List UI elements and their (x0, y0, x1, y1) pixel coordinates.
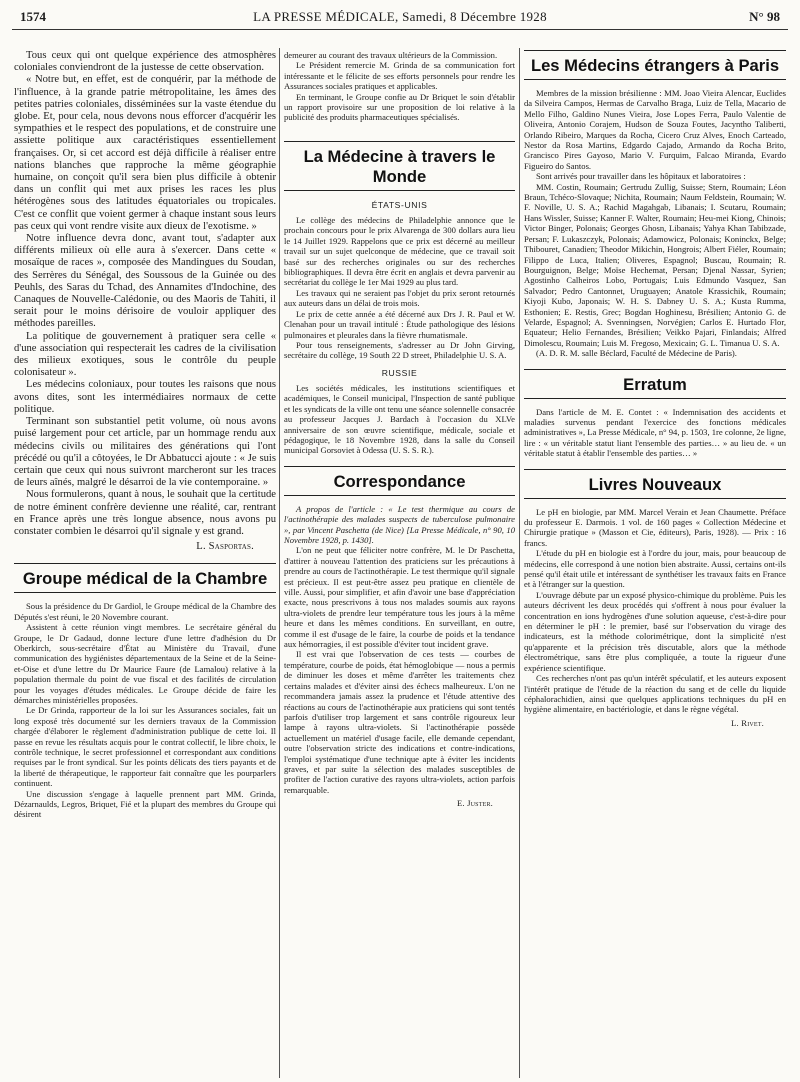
article-paragraph: Les sociétés médicales, les institutions scientifiques et académiques, le Conseil municipal, l'Inspection de santé publique et les syndicats de la ville ont tenu une séance solennelle consacrée au professeur Jacques J. Bardach à l'occasion du XLVe anniversaire de son œuvre scientifique, médicale, sociale et pédagogique, le 18 Novembre 1928, dans la salle du Conseil municipal Gorsoviet à Odessa (U. S. S. R.). (284, 382, 515, 456)
article-paragraph: Membres de la mission brésilienne : MM. Joao Vieira Alencar, Euclides da Silveira Campos, Hermas de Carvalho Braga, Luiz de Tella, Macario de Mello Filho, Galdino Nunes Vieira, Jose Lopes Ferra, Paulo Valentie de Oliveira, Antonio Corajem, Hudson de Souza Foutes, Jacyntho Taliberti, Orlando Ribeiro, Marques da Rocha, Cicero Cruz Alves, Enoch Carteado, Nestor da Rosa Martins, Edgardo Cajado, Armando da Rocha Brito, Grancisco Pires Gayoso, Mario V. Furquim, Falcao Miranda, Evardo Figueiro do Santos. (524, 88, 786, 171)
section-title-livres-nouveaux: Livres Nouveaux (524, 469, 786, 499)
article-paragraph: Sont arrivés pour travailler dans les hôpitaux et laboratoires : (536, 171, 746, 182)
author-signature: E. Juster. (456, 798, 493, 809)
subsection-title-etats-unis: ÉTATS-UNIS (371, 199, 428, 210)
column-middle (284, 50, 515, 815)
article-paragraph: Notre influence devra donc, avant tout, s'adapter aux différents milieux où elle aura à s'exercer. Dans cette « mosaïque de races », composée des Mandingues du Soudan, des Serrères du Sénégal, des Soussous de la Guinée ou des Peuhls, des Saras du Tchad, des Annamites d'Indochine, des Canaques de Nouvelle-Calédonie, ou des Maoris de Tahiti, il serait pour le moins dérisoire de vouloir appliquer des méthodes pareilles. (14, 233, 276, 330)
article-paragraph: Il est vrai que l'observation de ces tests — courbes de température, courbe de poids, état hémoglobique — nous a permis de diminuer les doses et même d'arrêter les traitements chez certains malades et d'éviter ainsi des échecs malheureux. L'on ne recommandera jamais assez la prudence et l'étude attentive des réactions au cours de l'actinothérapie aux praticiens qui sont tentés parfois d'utiliser trop largement et sans contrôle rigoureux leur lampe à rayons ultra-violets. Si l'actinothérapie possède actuellement un matériel d'usage facile, elle demande cependant, outre l'observation stricte des indications et contre-indications, l'emploi systématique d'une technique apte à éviter les incidents graves, et par suite la sélection des malades susceptibles de profiter de l'action curative des rayons ultra-violets, action parfois remarquable. (284, 649, 515, 795)
column-left (14, 50, 276, 820)
article-paragraph: Sous la présidence du Dr Gardiol, le Groupe médical de la Chambre des Députés s'est réuni, le 20 Novembre courant. (14, 601, 276, 622)
article-paragraph: Le collège des médecins de Philadelphie annonce que le prochain concours pour le prix Alvarenga de 300 dollars aura lieu le 14 Juillet 1929. Rappelons que ce prix est décerné au meilleur travail sur un sujet quelconque de médecine, que ce travail soit basé sur des recherches originales ou sur des recherches bibliographiques. Il devra être écrit en anglais et devra parvenir au secrétariat du collège le 1er Mai 1929 au plus tard. (284, 215, 515, 288)
article-paragraph: demeurer au courant des travaux ultérieurs de la Commission. (284, 50, 498, 60)
article-paragraph: Le Président remercie M. Grinda de sa communication fort intéressante et le félicite de ses efforts personnels pour rendre les Assurances sociales pratiques et applicables. (284, 60, 515, 92)
section-title-correspondance: Correspondance (284, 466, 515, 496)
section-title-erratum: Erratum (524, 369, 786, 399)
section-title-groupe-medical: Groupe médical de la Chambre (14, 563, 276, 593)
article-paragraph: « Notre but, en effet, est de conquérir, par la méthode de l'influence, à la grande patrie métropolitaine, les âmes des petites patries coloniales, disséminées sur la vaste étendue du globe. Et, pour cela, nous devons nous efforcer d'acquérir les sympathies et le respect des populations, et de construire une assiette politique aux caractéristiques essentiellement françaises. Or, si cet accord est déjà difficile à réaliser entre nations blanches que rapproche la même géographie humaine, on conçoit qu'il sera bien plus difficile à obtenir dans un conflit qui met aux prises les races les plus hétérogènes sous des latitudes équatoriales ou tropicales. C'est ce conflit que voient germer à chaque instant sous leurs pas ceux qui vont rendre visite aux dieux de l'exotisme. » (14, 74, 276, 232)
author-signature: L. Rivet. (731, 717, 764, 728)
article-paragraph: En terminant, le Groupe confie au Dr Briquet le soin d'établir un rapport provisoire sur une proposition de loi relative à la publicité des produits pharmaceutiques spécialisés. (284, 91, 515, 123)
article-paragraph: (A. D. R. M. salle Béclard, Faculté de Médecine de Paris). (536, 348, 737, 359)
article-paragraph: Le Dr Grinda, rapporteur de la loi sur les Assurances sociales, fait un long exposé très documenté sur les derniers travaux de la Commission chargée d'élaborer le règlement d'administration publique de cette loi. Il passe en revue les résultats acquis pour le contrat collectif, le libre choix, le contrôle technique, le secret professionnel et correspondant aux conditions requises par le front syndical. Sur les points délicats des tiers payants et de la liberté de thérapeutique, le rapporteur fait connaître que les pourparlers continuent. (14, 705, 276, 789)
article-paragraph: L'ouvrage débute par un exposé physico-chimique du problème. Puis les auteurs décrivent les deux procédés qui s'offrent à nous pour évaluer la concentration en ions hydrogènes d'une solution aqueuse, c'est-à-dire pour en déterminer le pH : le premier, basé sur l'observation du virage des indicateurs, est la méthode colorimétrique, dont la simplicité n'est qu'apparente et la précision très discutable, alors que la méthode électrométrique, sans être plus compliquée, a toute la rigueur d'une expérience scientifique. (524, 589, 786, 673)
article-paragraph: Nous formulerons, quant à nous, le souhait que la certitude de notre éminent confrère devienne une réalité, car, rentrant en France après une très longue absence, nous avons pu constater combien le désarroi qu'il signale y est grand. (14, 489, 276, 537)
journal-title-line: LA PRESSE MÉDICALE, Samedi, 8 Décembre 1928 (253, 9, 547, 24)
article-paragraph: Le pH en biologie, par MM. Marcel Verain et Jean Chaumette. Préface du professeur E. Darmois. 1 vol. de 160 pages « Collection Médecine et Chirurgie pratique » (Masson et Cie, éditeurs), Paris, 1928). — Prix : 16 francs. (524, 506, 786, 548)
article-paragraph: MM. Costin, Roumain; Gertrudu Zullig, Suisse; Stern, Roumain; Léon Braun, Tchéco-Slovaque; Nichita, Roumain; Naum Feldstein, Roumain; W. F. Noville, U. S. A.; Rachid Magahgab, Libanais; I. Scutaru, Roumain; Hans Wissler, Suisse; Kanner F. Walter, Roumain; Heu-mei Kiong, Chinois; Victor Binger, Polonais; Georges Ghosn, Libanais; Yahya Khan Tabibzade, Persan; F. Lukaszczyk, Polonais; Adamowicz, Polonais; Koninckx, Belge; Thibouret, Canadien; Theodor Mikichin, Hongrois; Albert Fiéler, Roumain; Filippo de Luca, Italien; Oliveres, Espagnol; Buscau, Roumain; R. Bourguignon, Belge; Moïse Hechemat, Persan; Djenal Nassar, Syrien; Agostinho Calheiros Lobo, Portugais; Luis Edmundo Vasquez, San Salvador; Pedro Cantonnet, Uruguayen; Anatole Krassichik, Roumain; Kiyoji Kubo, Japonais; W. H. S. Dabney U. S. A.; Kusta Rumma, Esthonien; E. Restis, Grec; Bogdan Hoghinesu, Brésilien; Antonio G. de Velarde, Espagnol; A. Svenningsen, Norvégien; Carlos E. Hurtado Flor, Equateur; Helio Fernandes, Brésilien; Veikko Pajari, Finlandais; Alfred Dimolescu, Roumain; Luis M. Fregoso, Mexicain; G. L. Timanua U. S. A. (524, 181, 786, 348)
article-paragraph: Le prix de cette année a été décerné aux Drs J. R. Paul et W. Clenahan pour un travail intitulé : Étude pathologique des lésions pulmonaires et pleurales dans la fièvre rhumatismale. (284, 308, 515, 340)
running-header (12, 9, 788, 30)
article-paragraph: L'étude du pH en biologie est à l'ordre du jour, mais, pour beaucoup de médecins, elle correspond à une notion bien abstraite. Aussi, certains ont-ils pensé qu'il était utile et intéressant de synthétiser les travaux faits en France et à l'étranger sur la question. (524, 548, 786, 590)
article-paragraph: Dans l'article de M. E. Contet : « Indemnisation des accidents et maladies survenus pendant l'exercice des fonctions médicales administratives », La Presse Médicale, n° 94, p. 1503, 1re colonne, 2e ligne, lire : « un véritable statut liant l'ensemble des parties… » au lieu de. « un véritable statut à établir l'ensemble des parties… » (524, 406, 786, 459)
subsection-title-russie: RUSSIE (381, 367, 418, 378)
article-paragraph: Les médecins coloniaux, pour toutes les raisons que nous avons dites, sont les intermédiaires normaux de cette politique. (14, 379, 276, 415)
article-paragraph: Pour tous renseignements, s'adresser au Dr John Girving, secrétaire du collège, 19 South 22 D street, Philadelphie U. S. A. (284, 339, 515, 361)
column-right (524, 50, 786, 734)
column-rule (519, 48, 520, 1078)
article-paragraph: L'on ne peut que féliciter notre confrère, M. le Dr Paschetta, d'attirer à nouveau l'attention des praticiens sur les précautions à prendre au cours de l'actinothérapie. Le test thermique qu'il signale est précieux. Il est peut-être assez peu pratique en clientèle de ville. Aussi, pour simplifier, et afin d'avoir une base d'appréciation exacte, nous prescrivons à tous nos malades soumis aux rayons ultra-violets de prendre leur température tous les jours à la même heure et dans les mêmes conditions. En surveillant, en outre, comme il est d'usage de le faire, la courbe de poids et la tendance aux hémorragies, il est possible d'éviter tout incident grave. (284, 545, 515, 650)
article-paragraph: Terminant son substantiel petit volume, où nous avons puisé largement pour cet article, par un hommage rendu aux médecins civils ou militaires des générations qui l'ont précédé ou qu'il a côtoyées, le Dr Abbatucci ajoute : « Je suis certain que ceux qui nous suivront marcheront sur les traces de leurs aînés, malgré le désarroi de la vie contemporaine. » (14, 416, 276, 489)
issue-number: N° 98 (749, 9, 780, 24)
section-title-medecins-etrangers: Les Médecins étrangers à Paris (524, 50, 786, 80)
article-paragraph: Tous ceux qui ont quelque expérience des atmosphères coloniales conviendront de la justesse de cette observation. (14, 50, 276, 74)
author-signature: L. Sasportas. (196, 541, 254, 553)
article-paragraph: A propos de l'article : « Le test thermique au cours de l'actinothérapie des malades suspects de tuberculose pulmonaire », par Vincent Paschetta (de Nice) [La Presse Médicale, n° 90, 10 Novembre 1928, p. 1430]. (284, 503, 515, 545)
column-rule (279, 48, 280, 1078)
article-paragraph: Ces recherches n'ont pas qu'un intérêt spéculatif, et les auteurs exposent l'intérêt pratique de l'étude de la réaction du sang et de celle du liquide céphalorachidien, ainsi que quelques applications techniques du pH en hygiène alimentaire, en bactériologie, et dans le règne végétal. (524, 673, 786, 715)
section-title-medecine-monde: La Médecine à travers le Monde (284, 141, 515, 191)
article-paragraph: Les travaux qui ne seraient pas l'objet du prix seront retournés aux auteurs dans un délai de trois mois. (284, 287, 515, 309)
article-paragraph: La politique de gouvernement à pratiquer sera celle « d'une association qui respecterait les cadres de la civilisation des milieux exotiques, sous le contrôle du peuple colonisateur ». (14, 330, 276, 379)
page-number: 1574 (20, 9, 46, 24)
article-paragraph: Une discussion s'engage à laquelle prennent part MM. Grinda, Dézarnaulds, Legros, Briquet, Fié et la plupart des membres du Groupe qui désirent (14, 788, 276, 820)
article-paragraph: Assistent à cette réunion vingt membres. Le secrétaire général du Groupe, le Dr Gadaud, donne lecture d'une lettre d'adhésion du Dr Oberkirch, sous-secrétaire d'État au Ministère du Travail, d'une communication des hygiénistes départementaux de la Seine et de la Seine-et-Oise et d'une lettre du Dr Maurice Faure (de Lamalou) relative à la population thermale du point de vue fiscal et des facilités de circulation pour les voyages d'études médicales. Le Groupe décide de faire les démarches ministérielles proposées. (14, 622, 276, 705)
